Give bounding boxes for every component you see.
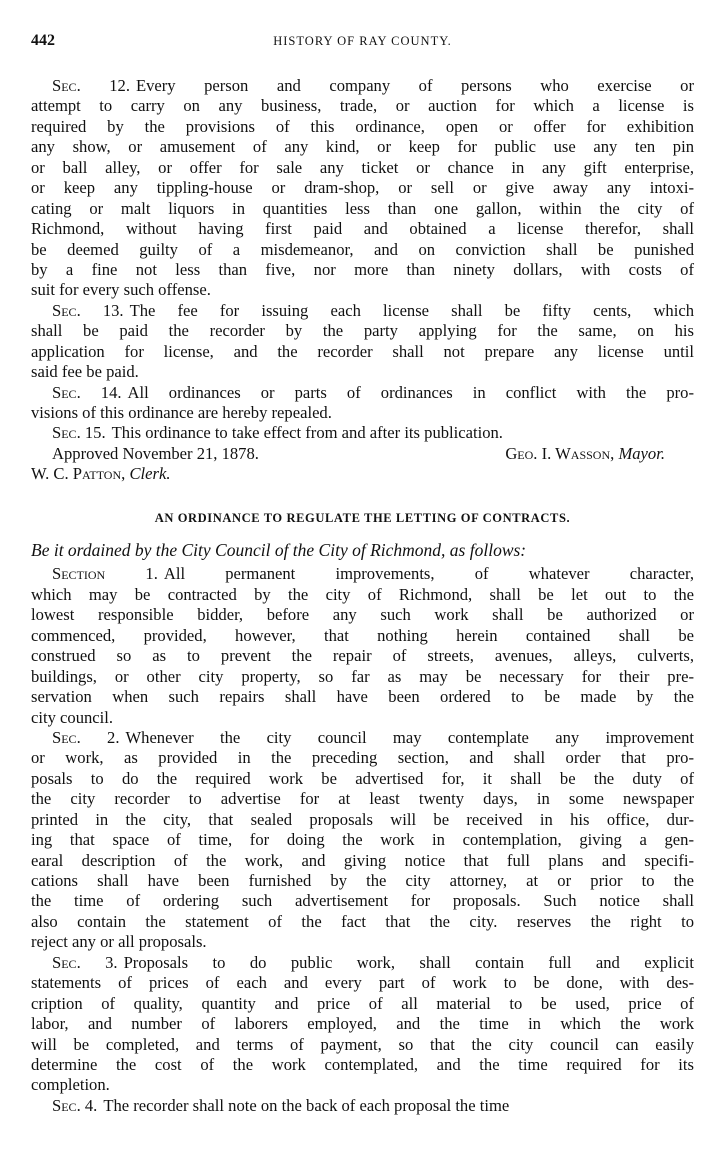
- text-line: posals to do the required work be advertised for, it shall be the duty of: [31, 768, 694, 788]
- text-line: be deemed guilty of a misdemeanor, and on conviction shall be punished: [31, 239, 694, 259]
- text-line: lowest responsible bidder, before any such work shall be authorized or: [31, 605, 694, 625]
- text-line: labor, and number of laborers employed, and the time in which the work: [31, 1014, 694, 1034]
- text-line: construed so as to prevent the repair of streets, avenues, alleys, culverts,: [31, 646, 694, 666]
- text-line: [31, 564, 694, 584]
- page-number: 442: [31, 32, 55, 49]
- text-line: visions of this ordinance are hereby repealed.: [31, 403, 332, 422]
- text-line: or ball alley, or offer for sale any ticket or chance in any gift enterprise,: [31, 157, 694, 177]
- line-text: The recorder shall note on the back of each proposal the time: [103, 1095, 510, 1115]
- running-title: HISTORY OF RAY COUNTY.: [273, 34, 452, 48]
- mayor-title: Mayor.: [618, 443, 665, 463]
- clerk-signature: [31, 464, 694, 484]
- text-line: the city recorder to advertise for at least twenty days, in some newspaper: [31, 789, 694, 809]
- clerk-name: W. C. Patton,: [31, 464, 126, 484]
- text-line: completion.: [31, 1075, 110, 1095]
- text-line: said fee be paid.: [31, 362, 139, 382]
- section-label: Sec. 12.: [52, 76, 130, 95]
- enacting-clause: Be it ordained by the City Council of the City of Richmond, as follows:: [31, 540, 527, 560]
- text-line: commenced, provided, however, that nothing herein contained shall be: [31, 625, 694, 645]
- text-line: [31, 1096, 694, 1116]
- text-line: suit for every such offense.: [31, 280, 211, 300]
- text-line: required by the provisions of this ordinance, open or offer for exhibition: [31, 116, 694, 136]
- text-line: city council.: [31, 707, 114, 727]
- section-label: Sec. 2.: [52, 727, 120, 747]
- text-line: any show, or amusement of any kind, or keep for public use any ten pin: [31, 137, 694, 157]
- line-text: Every person and company of persons who exercise or: [135, 76, 694, 95]
- section-label: Sec. 13.: [52, 300, 124, 320]
- text-line: earal description of the work, and giving notice that full plans and specifi-: [31, 850, 694, 870]
- text-line: [31, 301, 694, 321]
- text-line: also contain the statement of the fact that the city. reserves the right to: [31, 911, 694, 931]
- section-paragraph: [31, 423, 694, 443]
- text-line: buildings, or other city property, so far as may be necessary for their pre-: [31, 666, 694, 686]
- text-line: servation when such repairs shall have been ordered to be made by the: [31, 687, 694, 707]
- text-line: attempt to carry on any business, trade, or auction for which a license is: [31, 96, 694, 116]
- section-paragraph: [31, 383, 694, 424]
- section-paragraph: [31, 76, 694, 301]
- text-line: printed in the city, that sealed proposals will be received in his office, dur-: [31, 809, 694, 829]
- ordinance-letting-contracts: [31, 508, 694, 1116]
- text-line: cription of quality, quantity and price of all material to be used, price of: [31, 993, 694, 1013]
- text-line: [31, 728, 694, 748]
- line-text: This ordinance to take effect from and after its publication.: [111, 423, 503, 443]
- line-text: Whenever the city council may contemplate any improvement: [125, 727, 694, 747]
- text-line: cating or malt liquors in quantities less than one gallon, within the city of: [31, 198, 694, 218]
- mayor-name: Geo. I. Wasson,: [505, 443, 615, 463]
- line-text: All permanent improvements, of whatever character,: [163, 564, 694, 584]
- line-text: All ordinances or parts of ordinances in conflict with the pro-: [127, 382, 694, 402]
- text-line: will be completed, and terms of payment, so that the city council can easily: [31, 1034, 694, 1054]
- line-text: The fee for issuing each license shall be fifty cents, which: [129, 300, 694, 320]
- ordinance-title: AN ORDINANCE TO REGULATE THE LETTING OF CONTRACTS.: [154, 511, 571, 525]
- text-line: the time of ordering such advertisement for proposals. Such notice shall: [31, 891, 694, 911]
- text-line: [31, 76, 694, 96]
- text-line: by a fine not less than five, nor more than ninety dollars, with costs of: [31, 259, 694, 279]
- text-line: [31, 383, 694, 403]
- text-line: [31, 953, 694, 973]
- text-line: determine the cost of the work contemplated, and the time required for its: [31, 1054, 694, 1074]
- section-paragraph: [31, 953, 694, 1096]
- clerk-title: Clerk.: [129, 464, 171, 484]
- ordinance-licenses-continued: [31, 76, 694, 485]
- text-line: shall be paid the recorder by the party applying for the same, on his: [31, 321, 694, 341]
- section-paragraph: [31, 564, 694, 728]
- section-label: Section 1.: [52, 564, 158, 584]
- text-line: cations shall have been furnished by the city attorney, at or prior to the: [31, 871, 694, 890]
- text-line: which may be contracted by the city of Richmond, shall be let out to the: [31, 584, 694, 604]
- approval-line: [31, 444, 694, 464]
- section-label: Sec. 4.: [52, 1095, 98, 1115]
- running-header: [31, 32, 694, 52]
- text-line: or keep any tippling-house or dram-shop, or sell or give away any intoxi-: [31, 178, 694, 198]
- section-label: Sec. 14.: [52, 382, 122, 402]
- text-line: reject any or all proposals.: [31, 932, 207, 952]
- text-line: application for license, and the recorder shall not prepare any license until: [31, 341, 694, 361]
- approval-date: Approved November 21, 1878.: [52, 443, 259, 463]
- line-text: Proposals to do public work, shall contain full and explicit: [123, 952, 694, 972]
- section-label: Sec. 15.: [52, 423, 106, 443]
- text-line: statements of prices of each and every part of work to be done, with des-: [31, 973, 694, 993]
- text-line: [31, 423, 694, 443]
- mayor-signature: [505, 444, 665, 464]
- section-paragraph: [31, 1096, 694, 1116]
- text-line: Richmond, without having first paid and obtained a license therefor, shall: [31, 219, 694, 239]
- text-line: ing that space of time, for doing the work in contemplation, giving a gen-: [31, 830, 694, 850]
- text-line: or work, as provided in the preceding section, and shall order that pro-: [31, 748, 694, 768]
- section-paragraph: [31, 728, 694, 953]
- section-label: Sec. 3.: [52, 952, 118, 972]
- section-paragraph: [31, 301, 694, 383]
